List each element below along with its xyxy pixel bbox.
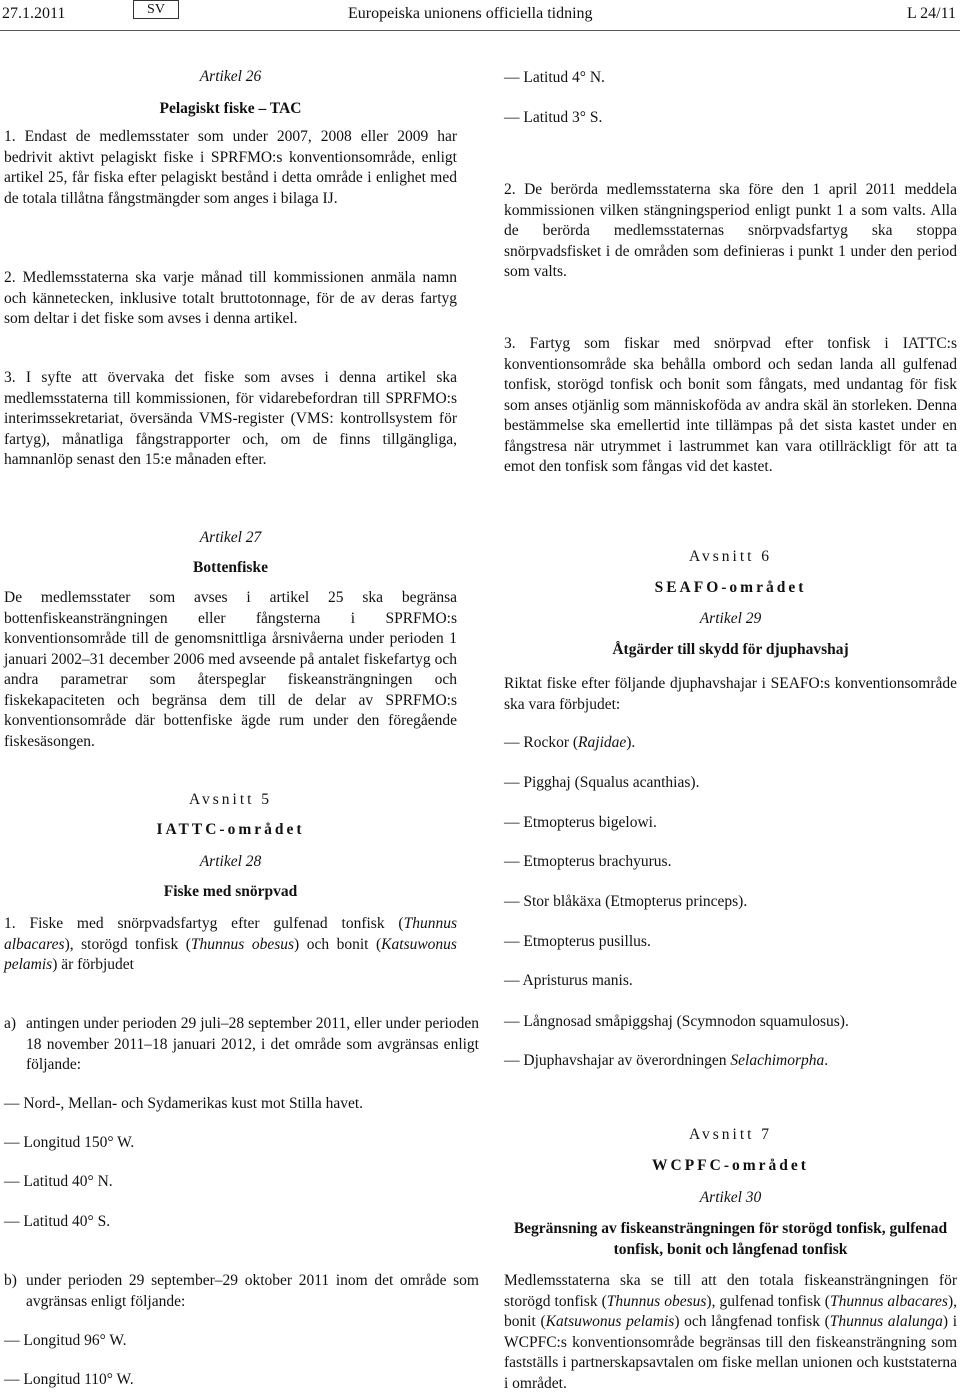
item-b: b) under perioden 29 september–29 oktober 2011 inom det område som avgränsas enligt följande: bbox=[4, 1272, 479, 1310]
list-item: — Etmopterus bigelowi. bbox=[504, 814, 657, 831]
article-27-title: Bottenfiske bbox=[193, 559, 268, 576]
section-7-title: WCPFC-området bbox=[652, 1157, 809, 1174]
list-item: — Långnosad småpiggshaj (Scymnodon squamulosus). bbox=[504, 1013, 849, 1030]
article-30-label: Artikel 30 bbox=[699, 1189, 762, 1206]
article-26-paragraph-3: 3. I syfte att övervaka det fiske som avses i denna artikel ska medlemsstaterna till kommissionen, för vidarebefordran till SPRFMO:s interimssekretariat, översända VMS-register (VMS: kontrollsystem för fartyg), månatliga fångstrapporter och, om de finns tillgängliga, hamnanlöp senast den 15:e månaden efter. bbox=[4, 369, 457, 468]
right-column bbox=[504, 0, 957, 1393]
list-item: — Longitud 96° W. bbox=[4, 1332, 127, 1349]
section-5-label: Avsnitt 5 bbox=[188, 791, 273, 808]
article-26-paragraph-2: 2. Medlemsstaterna ska varje månad till kommissionen anmäla namn och kännetecken, inklusive totalt bruttotonnage, för de av deras fartyg som deltar i det fiske som avses i denna artikel. bbox=[4, 269, 457, 327]
article-28-paragraph-1: 1. Fiske med snörpvadsfartyg efter gulfenad tonfisk (Thunnus albacares), storögd tonfisk (Thunnus obesus) och bonit (Katsuwonus pelamis) är förbjudet bbox=[4, 915, 457, 973]
article-28-title: Fiske med snörpvad bbox=[163, 883, 298, 900]
article-29-title: Åtgärder till skydd för djuphavshaj bbox=[612, 641, 849, 658]
article-28-paragraph-2: 2. De berörda medlemsstaterna ska före den 1 april 2011 meddela kommissionen vilken stängningsperiod enligt punkt 1 a som valts. Alla de berörda medlemsstaternas snörpvadsfartyg ska stoppa snörpvadsfisket i de områden som definieras i punkt 1 under den period som valts. bbox=[504, 181, 957, 280]
journal-title: Europeiska unionens officiella tidning bbox=[348, 5, 593, 22]
article-30-title: Begränsning av fiskeansträngningen för storögd tonfisk, gulfenad tonfisk, bonit och långfenad tonfisk bbox=[513, 1220, 948, 1258]
section-6-title: SEAFO-området bbox=[654, 579, 807, 596]
article-28-paragraph-3: 3. Fartyg som fiskar med snörpvad efter tonfisk i IATTC:s konventionsområde ska behålla ombord och sedan landa all gulfenad tonfisk, storögd tonfisk och bonit som fångats, med undantag för fisk som anses otjänlig som människoföda av andra skäl än storleken. Denna bestämmelse ska emellertid inte tillämpas på det sista kastet under en fångstresa när utrymmet i lastrummet kan vara otillräckligt för att ta emot den tonfisk som fångas vid det kastet. bbox=[504, 335, 957, 475]
list-item: — Etmopterus pusillus. bbox=[504, 933, 651, 950]
list-item: — Rockor (Rajidae). bbox=[504, 734, 636, 751]
item-a: a) antingen under perioden 29 juli–28 september 2011, eller under perioden 18 november 2011–18 januari 2012, i det område som avgränsas enligt följande: bbox=[4, 1015, 479, 1073]
list-item: — Djuphavshajar av överordningen Selachimorpha. bbox=[504, 1052, 829, 1069]
list-item: — Latitud 40° N. bbox=[4, 1173, 113, 1190]
list-item: — Latitud 40° S. bbox=[4, 1213, 111, 1230]
list-item: — Longitud 110° W. bbox=[4, 1371, 134, 1388]
article-30-paragraph: Medlemsstaterna ska se till att den totala fiskeansträngningen för storögd tonfisk (Thunnus obesus), gulfenad tonfisk (Thunnus albacares), bonit (Katsuwonus pelamis) och långfenad tonfisk (Thunnus alalunga) i WCPFC:s konventionsområde begränsas till den fiskeansträngning som fastställs i partnerskapsavtalen om fiske mellan unionen och kuststaterna i området. bbox=[504, 1272, 958, 1392]
article-27-paragraph: De medlemsstater som avses i artikel 25 ska begränsa bottenfiskeansträngningen eller fångsterna i SPRFMO:s konventionsområde till de genomsnittliga årsnivåerna under perioden 1 januari 2002–31 december 2006 med avseende på antalet fiskefartyg och andra parametrar som återspeglar fiskeansträngningen och fiskekapaciteten och begränsa dem till de delar av SPRFMO:s konventionsområde där bottenfiske ägde rum under den föregående fiskesäsongen. bbox=[4, 589, 457, 750]
section-5-title: IATTC-området bbox=[156, 821, 305, 838]
article-27-label: Artikel 27 bbox=[199, 529, 262, 546]
section-6-label: Avsnitt 6 bbox=[688, 548, 773, 565]
article-26-title: Pelagiskt fiske – TAC bbox=[159, 100, 302, 117]
list-item: — Longitud 150° W. bbox=[4, 1134, 135, 1151]
section-7-label: Avsnitt 7 bbox=[688, 1126, 773, 1143]
header-date: 27.1.2011 bbox=[2, 5, 66, 22]
list-item: — Apristurus manis. bbox=[504, 972, 633, 989]
article-29-paragraph: Riktat fiske efter följande djuphavshajar i SEAFO:s konventionsområde ska vara förbjudet: bbox=[504, 675, 957, 713]
list-item: — Pigghaj (Squalus acanthias). bbox=[504, 774, 700, 791]
list-item: — Nord-, Mellan- och Sydamerikas kust mot Stilla havet. bbox=[4, 1095, 364, 1112]
list-item: — Latitud 4° N. bbox=[504, 69, 605, 86]
list-item: — Latitud 3° S. bbox=[504, 109, 603, 126]
language-badge: SV bbox=[133, 0, 179, 19]
article-28-label: Artikel 28 bbox=[199, 853, 262, 870]
article-26-paragraph-1: 1. Endast de medlemsstater som under 2007, 2008 eller 2009 har bedrivit aktivt pelagiskt fiske i SPRFMO:s konventionsområde, enligt artikel 25, får fiska efter pelagiskt bestånd i detta område i enlighet med de totala tillåtna fångstmängder som anges i bilaga IJ. bbox=[4, 128, 457, 207]
article-26-label: Artikel 26 bbox=[199, 68, 262, 85]
page-number: L 24/11 bbox=[906, 5, 956, 22]
list-item: — Etmopterus brachyurus. bbox=[504, 853, 672, 870]
list-item: — Stor blåkäxa (Etmopterus princeps). bbox=[504, 893, 748, 910]
article-29-label: Artikel 29 bbox=[699, 610, 762, 627]
